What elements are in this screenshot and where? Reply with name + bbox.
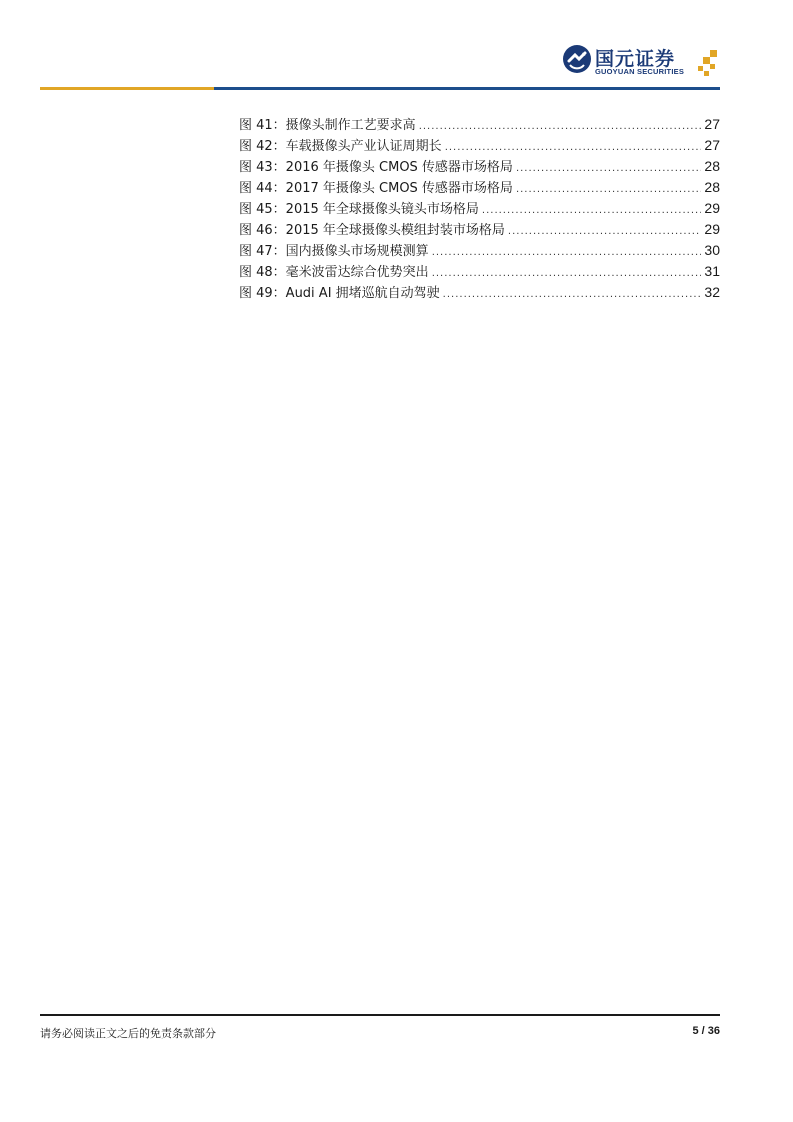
company-logo: [562, 44, 722, 78]
footer-page-number: 5 / 36: [692, 1025, 720, 1037]
toc-entry-page: 27: [704, 116, 720, 132]
toc-entry[interactable]: [239, 240, 720, 261]
footer-disclaimer: 请务必阅读正文之后的免责条款部分: [40, 1027, 216, 1040]
toc-entry[interactable]: [239, 261, 720, 282]
toc-entry-title: 图 43：2016 年摄像头 CMOS 传感器市场格局: [239, 160, 513, 175]
logo-english-name: GUOYUAN SECURITIES: [595, 67, 685, 76]
toc-entry[interactable]: [239, 198, 720, 219]
toc-entry-title: 图 46：2015 年全球摄像头模组封装市场格局: [239, 223, 505, 238]
footer-rule: [40, 1014, 720, 1016]
toc-leader-dots: [443, 284, 702, 305]
toc-leader-dots: [508, 221, 702, 242]
toc-entry-page: 32: [704, 284, 720, 300]
toc-entry-page: 30: [704, 242, 720, 258]
figure-table-of-contents: [239, 114, 720, 303]
toc-entry[interactable]: [239, 177, 720, 198]
toc-leader-dots: [516, 158, 701, 179]
toc-entry-page: 28: [704, 158, 720, 174]
toc-entry-title: 图 41：摄像头制作工艺要求高: [239, 118, 416, 133]
guoyuan-emblem-icon: [562, 44, 592, 74]
toc-entry-title: 图 48：毫米波雷达综合优势突出: [239, 265, 429, 280]
toc-entry-page: 31: [704, 263, 720, 279]
toc-leader-dots: [482, 200, 702, 221]
toc-entry-page: 29: [704, 200, 720, 216]
gold-squares-icon: [690, 50, 718, 78]
toc-leader-dots: [432, 263, 702, 284]
logo-chinese-name: 国元证券: [595, 48, 676, 70]
toc-entry[interactable]: [239, 156, 720, 177]
toc-leader-dots: [419, 116, 702, 137]
toc-entry[interactable]: [239, 219, 720, 240]
header-rule-gold: [40, 87, 214, 90]
toc-entry-title: 图 44：2017 年摄像头 CMOS 传感器市场格局: [239, 181, 513, 196]
toc-leader-dots: [432, 242, 702, 263]
toc-entry-title: 图 49：Audi AI 拥堵巡航自动驾驶: [239, 286, 440, 301]
toc-entry-page: 28: [704, 179, 720, 195]
toc-leader-dots: [445, 137, 702, 158]
header-rule-blue: [214, 87, 720, 90]
toc-entry-page: 27: [704, 137, 720, 153]
toc-entry-title: 图 47：国内摄像头市场规模测算: [239, 244, 429, 259]
toc-entry-title: 图 45：2015 年全球摄像头镜头市场格局: [239, 202, 479, 217]
toc-entry-page: 29: [704, 221, 720, 237]
toc-entry[interactable]: [239, 135, 720, 156]
toc-entry[interactable]: [239, 114, 720, 135]
toc-entry[interactable]: [239, 282, 720, 303]
toc-leader-dots: [516, 179, 701, 200]
page-header: [0, 0, 793, 92]
toc-entry-title: 图 42：车载摄像头产业认证周期长: [239, 139, 442, 154]
